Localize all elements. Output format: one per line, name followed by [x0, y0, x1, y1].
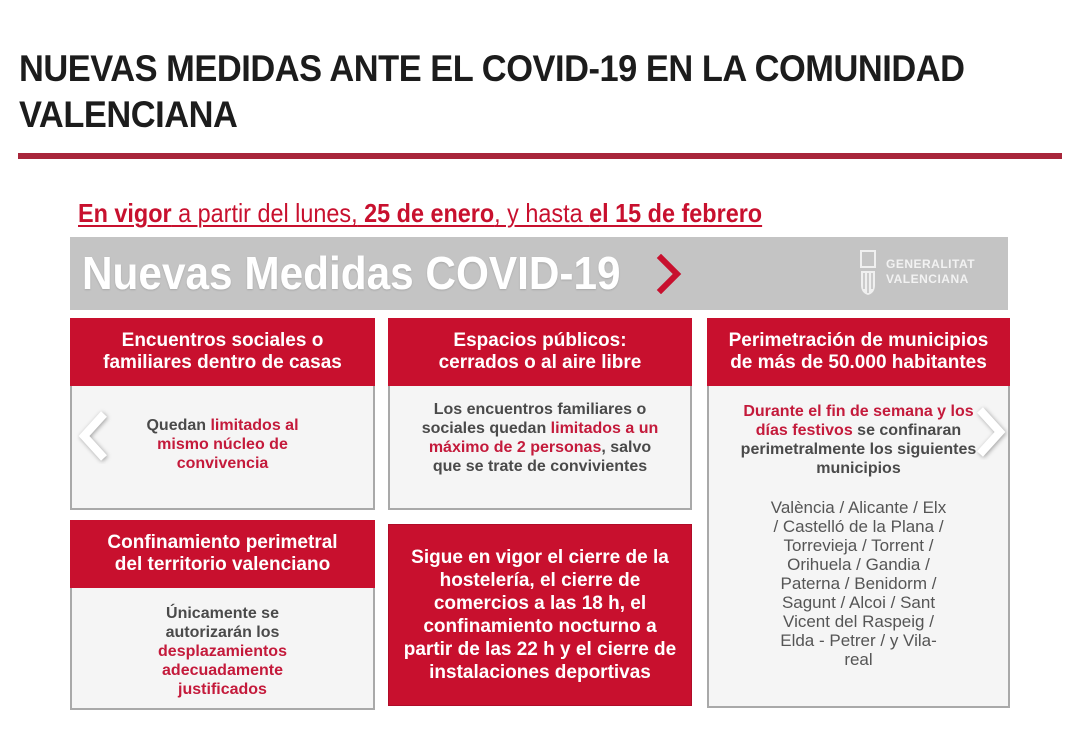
card-closures: Sigue en vigor el cierre de la hostelería, el cierre de comercios a las 18 h, el confinamiento nocturno a partir de las 22 h y el cierre de instalaciones deportivas — [388, 524, 692, 706]
chevron-right-icon — [656, 254, 682, 294]
logo-line-1: GENERALITAT — [886, 257, 976, 271]
card-municipal-perimeter — [707, 318, 1010, 708]
validity-part-2: a partir del lunes, — [171, 198, 358, 228]
infographic-banner — [70, 237, 1008, 310]
card-regional-perimeter — [70, 520, 375, 710]
generalitat-logo — [858, 247, 998, 299]
validity-part-3: 25 de enero — [357, 198, 495, 228]
validity-part-5: el 15 de febrero — [589, 198, 763, 228]
card-heading: Confinamiento perimetral del territorio valenciano — [70, 520, 375, 588]
validity-dates — [78, 197, 762, 229]
validity-part-1: En vigor — [78, 198, 172, 228]
chevron-left-icon[interactable] — [76, 408, 112, 464]
card-body: Quedan limitados al mismo núcleo de convivencia — [146, 417, 299, 472]
card-heading: Encuentros sociales o familiares dentro de casas — [70, 318, 375, 386]
banner-title: Nuevas Medidas COVID-19 — [82, 247, 621, 299]
coat-of-arms-icon — [858, 249, 878, 297]
card-body: Durante el fin de semana y los días festivos se confinaran perimetralmente los siguientes municipios — [740, 403, 977, 477]
card-social-gatherings — [70, 318, 375, 510]
logo-line-2: VALENCIANA — [886, 272, 969, 286]
municipalities-list: València / Alicante / Elx / Castelló de la Plana / Torrevieja / Torrent / Orihuela / Gandia / Paterna / Benidorm / Sagunt / Alcoi / Sant Vicent del Raspeig / Elda - Petrer / y Vila-real — [770, 498, 947, 669]
page-title: NUEVAS MEDIDAS ANTE EL COVID-19 EN LA COMUNIDAD VALENCIANA — [19, 48, 965, 135]
chevron-right-icon[interactable] — [972, 404, 1008, 460]
card-body: Únicamente se autorizarán los desplazamientos adecuadamente justificados — [158, 605, 287, 698]
card-body: Los encuentros familiares o sociales quedan limitados a un máximo de 2 personas, salvo que se trate de convivientes — [421, 401, 659, 475]
card-heading: Perimetración de municipios de más de 50.000 habitantes — [707, 318, 1010, 386]
validity-part-4: , y hasta — [494, 198, 590, 228]
title-divider — [18, 153, 1062, 159]
card-public-spaces — [388, 318, 692, 510]
card-heading: Espacios públicos: cerrados o al aire libre — [388, 318, 692, 386]
